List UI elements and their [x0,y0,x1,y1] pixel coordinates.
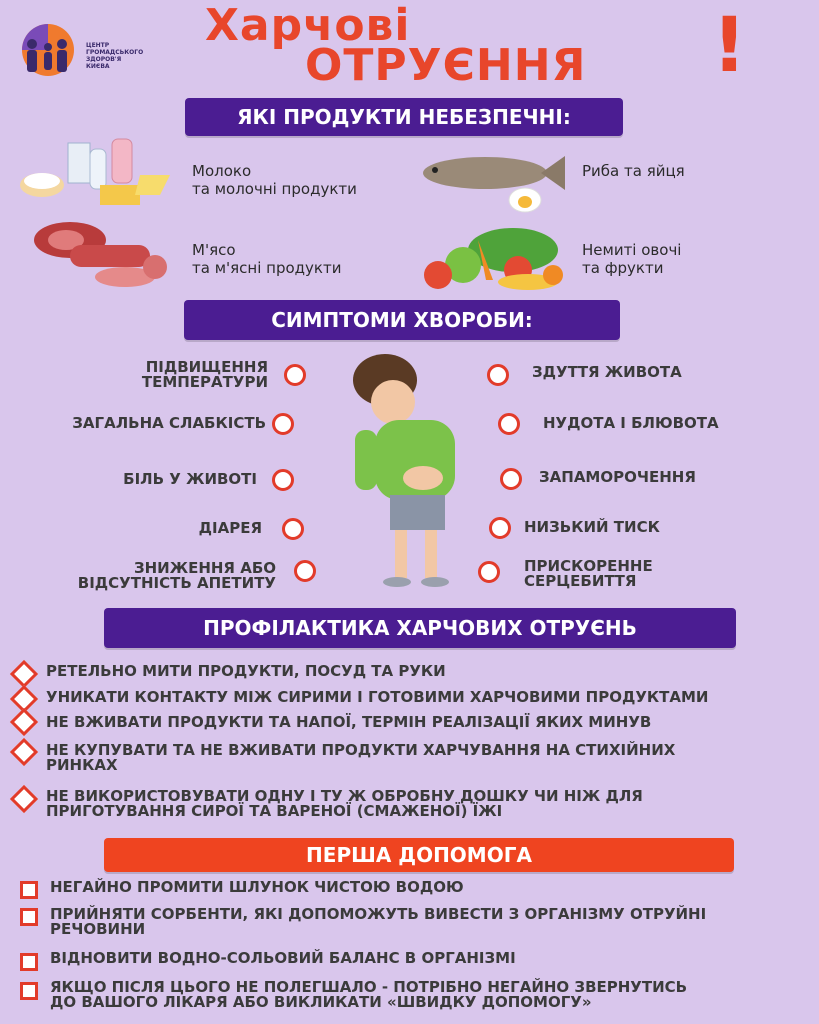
prevention-item-5: НЕ ВИКОРИСТОВУВАТИ ОДНУ І ТУ Ж ОБРОБНУ ДОШКУ ЧИ НІЖ ДЛЯ ПРИГОТУВАННЯ СИРОЇ ТА ВАРЕНОЇ (СМАЖЕНОЇ) ЇЖІ [46,787,643,820]
meat-icon [30,215,175,295]
org-name: ЦЕНТР ГРОМАДСЬКОГО ЗДОРОВ'Я КИЄВА [86,42,144,70]
symptom-left-2: ЗАГАЛЬНА СЛАБКІСТЬ [72,414,266,432]
symptom-left-1: ПІДВИЩЕННЯ ТЕМПЕРАТУРИ [141,358,268,391]
org-logo [12,20,162,80]
symptom-bullet-icon [284,364,306,386]
first-aid-item-3: ВІДНОВИТИ ВОДНО-СОЛЬОВИЙ БАЛАНС В ОРГАНІЗМІ [50,949,516,967]
symptom-bullet-icon [500,468,522,490]
prevention-item-3: НЕ ВЖИВАТИ ПРОДУКТИ ТА НАПОЇ, ТЕРМІН РЕАЛІЗАЦІЇ ЯКИХ МИНУВ [46,713,652,731]
sick-person-icon [345,350,475,590]
symptom-bullet-icon [272,469,294,491]
prevention-bullet-icon [10,785,38,813]
org-logo-icon [12,20,82,80]
symptom-bullet-icon [294,560,316,582]
symptom-bullet-icon [272,413,294,435]
symptom-bullet-icon [487,364,509,386]
product-label-milk: Молоко та молочні продукти [192,162,357,198]
first-aid-bullet-icon [20,982,38,1000]
symptom-left-4: ДІАРЕЯ [198,519,262,537]
symptom-right-2: НУДОТА І БЛЮВОТА [543,414,719,432]
symptom-right-1: ЗДУТТЯ ЖИВОТА [532,363,682,381]
fish-eggs-icon [415,148,570,218]
symptom-left-3: БІЛЬ У ЖИВОТІ [123,470,257,488]
symptom-right-3: ЗАПАМОРОЧЕННЯ [539,468,696,486]
symptom-right-4: НИЗЬКИЙ ТИСК [524,518,660,536]
symptom-left-5: ЗНИЖЕННЯ АБО ВІДСУТНІСТЬ АПЕТИТУ [77,559,276,592]
prevention-bullet-icon [10,738,38,766]
prevention-bullet-icon [10,708,38,736]
symptom-bullet-icon [282,518,304,540]
symptom-bullet-icon [498,413,520,435]
milk-products-icon [20,135,180,215]
first-aid-item-1: НЕГАЙНО ПРОМИТИ ШЛУНОК ЧИСТОЮ ВОДОЮ [50,878,464,896]
title-line2: ОТРУЄННЯ [305,40,587,91]
symptom-right-5: ПРИСКОРЕННЕ СЕРЦЕБИТТЯ [524,557,653,590]
first-aid-bullet-icon [20,953,38,971]
first-aid-bullet-icon [20,908,38,926]
symptoms-heading: СИМПТОМИ ХВОРОБИ: [184,300,620,340]
title-line1: Харчові [205,0,411,51]
first-aid-item-2: ПРИЙНЯТИ СОРБЕНТИ, ЯКІ ДОПОМОЖУТЬ ВИВЕСТИ З ОРГАНІЗМУ ОТРУЙНІ РЕЧОВИНИ [50,905,707,938]
product-label-meat: М'ясо та м'ясні продукти [192,241,342,277]
first-aid-bullet-icon [20,881,38,899]
products-heading: ЯКІ ПРОДУКТИ НЕБЕЗПЕЧНІ: [185,98,623,136]
prevention-item-2: УНИКАТИ КОНТАКТУ МІЖ СИРИМИ І ГОТОВИМИ ХАРЧОВИМИ ПРОДУКТАМИ [46,688,709,706]
first-aid-item-4: ЯКЩО ПІСЛЯ ЦЬОГО НЕ ПОЛЕГШАЛО - ПОТРІБНО НЕГАЙНО ЗВЕРНУТИСЬ ДО ВАШОГО ЛІКАРЯ АБО ВИКЛИКАТИ «ШВИДКУ ДОПОМОГУ» [50,978,688,1011]
prevention-item-1: РЕТЕЛЬНО МИТИ ПРОДУКТИ, ПОСУД ТА РУКИ [46,662,446,680]
symptom-bullet-icon [478,561,500,583]
exclamation-mark: ! [712,0,747,89]
product-label-vegetables: Немиті овочі та фрукти [582,241,682,277]
vegetables-icon [418,220,573,295]
prevention-heading: ПРОФІЛАКТИКА ХАРЧОВИХ ОТРУЄНЬ [104,608,736,648]
prevention-item-4: НЕ КУПУВАТИ ТА НЕ ВЖИВАТИ ПРОДУКТИ ХАРЧУВАННЯ НА СТИХІЙНИХ РИНКАХ [46,741,676,774]
product-label-fish: Риба та яйця [582,162,685,180]
symptom-bullet-icon [489,517,511,539]
first-aid-heading: ПЕРША ДОПОМОГА [104,838,734,872]
